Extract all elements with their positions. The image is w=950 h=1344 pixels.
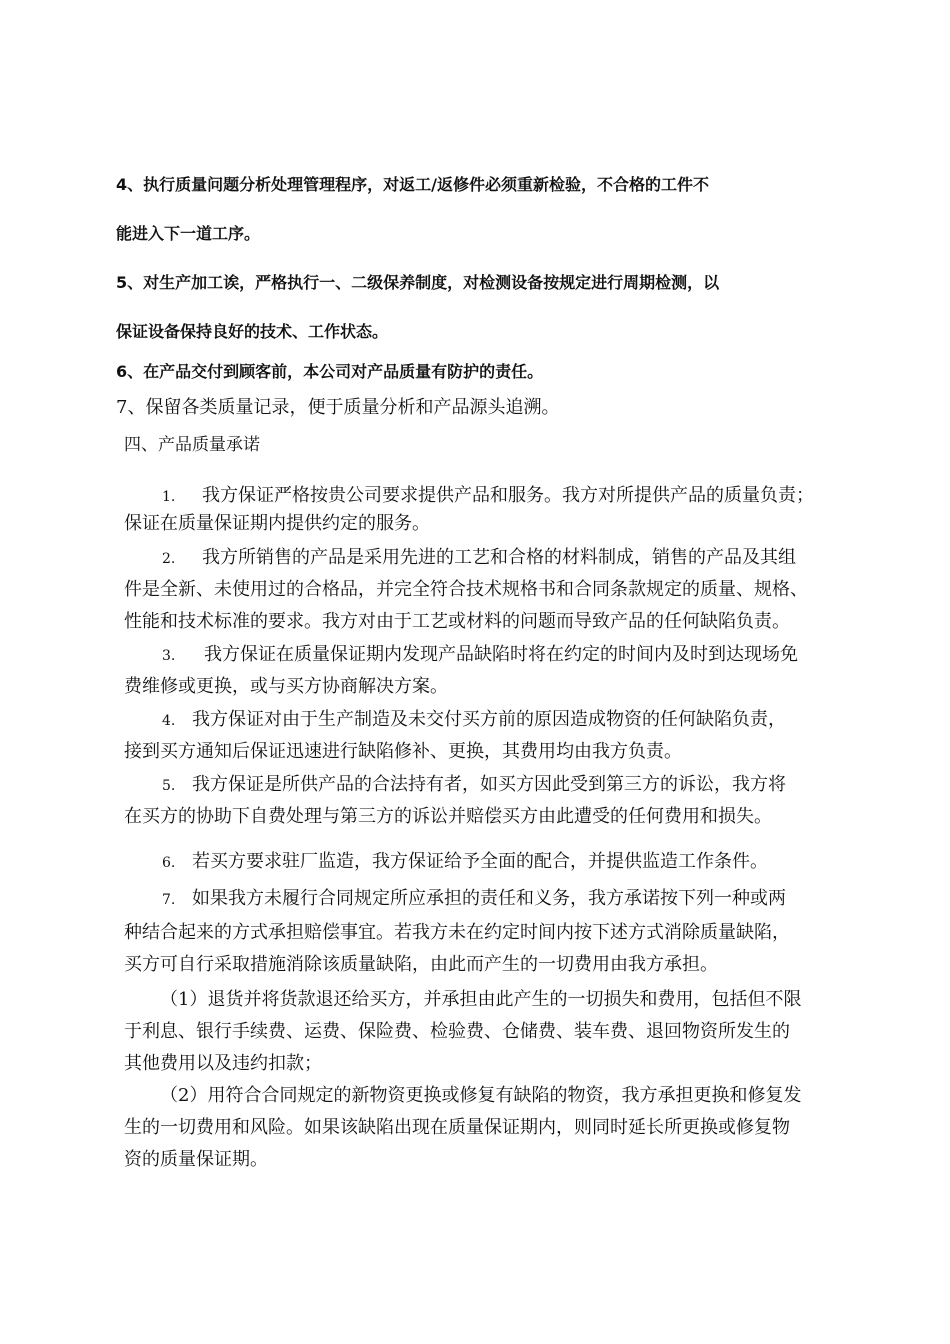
p3-line2: 费维修或更换，或与买方协商解决方案。	[124, 676, 448, 697]
item7: 7、保留各类质量记录，便于质量分析和产品源头追溯。	[116, 397, 560, 418]
p6-line1: 6. 若买方要求驻厂监造，我方保证给予全面的配合，并提供监造工作条件。	[162, 851, 768, 872]
item5-line1: 5、对生产加工诶，严格执行一、二级保养制度，对检测设备按规定进行周期检测，以	[116, 273, 720, 292]
p7-line2: 种结合起来的方式承担赔偿事宜。若我方未在约定时间内按下述方式消除质量缺陷，	[124, 922, 790, 943]
p3-number: 3.	[162, 648, 176, 664]
sub1-line2: 于利息、银行手续费、运费、保险费、检验费、仓储费、装车费、退回物资所发生的	[124, 1021, 790, 1042]
sub2-line1: （2）用符合合同规定的新物资更换或修复有缺陷的物资，我方承担更换和修复发	[160, 1085, 802, 1106]
sub2-line2: 生的一切费用和风险。如果该缺陷出现在质量保证期内，则同时延长所更换或修复物	[124, 1117, 790, 1138]
p3-line1: 3. 我方保证在质量保证期内发现产品缺陷时将在约定的时间内及时到达现场免	[162, 644, 798, 665]
p4-line1: 4. 我方保证对由于生产制造及未交付买方前的原因造成物资的任何缺陷负责，	[162, 709, 786, 730]
section-heading: 四、产品质量承诺	[124, 435, 260, 455]
p2-number: 2.	[162, 551, 176, 567]
sub2-line3: 资的质量保证期。	[124, 1149, 268, 1170]
item4-line2: 能进入下一道工序。	[116, 224, 261, 243]
p1-number: 1.	[162, 489, 176, 505]
p4-number: 4.	[162, 713, 176, 729]
p6-number: 6.	[162, 855, 176, 871]
item4-line1: 4、执行质量问题分析处理管理程序，对返工/返修件必须重新检验，不合格的工件不	[116, 175, 709, 194]
p4-line2: 接到买方通知后保证迅速进行缺陷修补、更换，其费用均由我方负责。	[124, 741, 682, 762]
p2-line3: 性能和技术标准的要求。我方对由于工艺或材料的问题而导致产品的任何缺陷负责。	[124, 611, 790, 632]
p2-line1: 2. 我方所销售的产品是采用先进的工艺和合格的材料制成，销售的产品及其组	[162, 547, 796, 568]
p2-line2: 件是全新、未使用过的合格品，并完全符合技术规格书和合同条款规定的质量、规格、	[124, 579, 808, 600]
p7-line3: 买方可自行采取措施消除该质量缺陷，由此而产生的一切费用由我方承担。	[124, 954, 718, 975]
p7-line1: 7. 如果我方未履行合同规定所应承担的责任和义务，我方承诺按下列一种或两	[162, 888, 786, 909]
p7-number: 7.	[162, 892, 176, 908]
sub1-line3: 其他费用以及违约扣款；	[124, 1053, 322, 1074]
p5-line1: 5. 我方保证是所供产品的合法持有者，如买方因此受到第三方的诉讼，我方将	[162, 774, 786, 795]
item5-line2: 保证设备保持良好的技术、工作状态。	[116, 322, 389, 341]
p5-number: 5.	[162, 778, 176, 794]
p1-line1: 1. 我方保证严格按贵公司要求提供产品和服务。我方对所提供产品的质量负责；	[162, 485, 814, 506]
item6: 6、在产品交付到顾客前，本公司对产品质量有防护的责任。	[116, 362, 544, 381]
p1-line2: 保证在质量保证期内提供约定的服务。	[124, 513, 430, 534]
sub1-line1: （1）退货并将货款退还给买方，并承担由此产生的一切损失和费用，包括但不限	[160, 989, 802, 1010]
p5-line2: 在买方的协助下自费处理与第三方的诉讼并赔偿买方由此遭受的任何费用和损失。	[124, 806, 772, 827]
